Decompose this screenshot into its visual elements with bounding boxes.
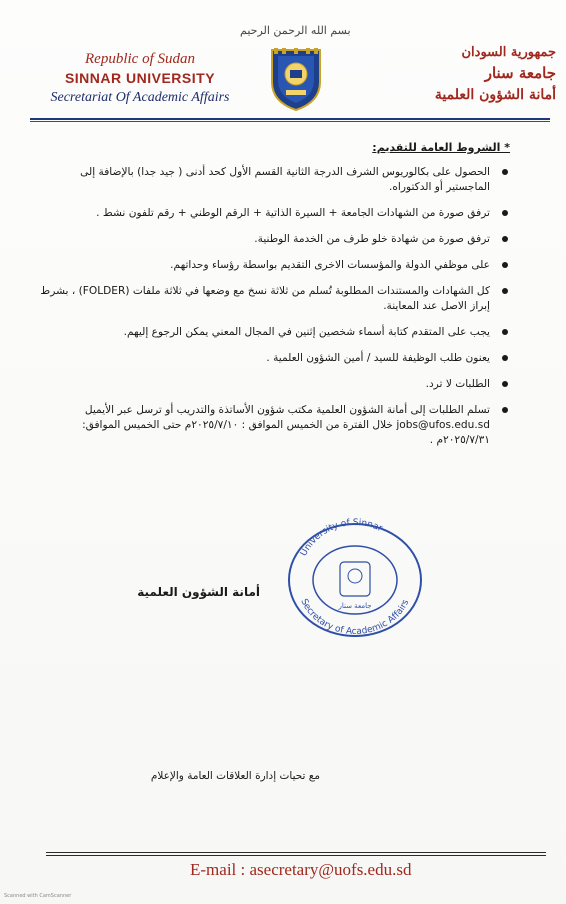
header-ar-university: جامعة سنار [484, 64, 556, 82]
section-title: * الشروط العامة للتقديم: [372, 141, 510, 154]
footer-divider-secondary [46, 855, 546, 856]
official-stamp-icon [286, 518, 424, 638]
list-item: كل الشهادات والمستندات المطلوبة تُسلم من ثلاثة نسخ مع وضعها في ثلاثة ملفات (FOLDER) ، بشرط إبراز الاصل عند المعاينة. [40, 284, 510, 314]
header-en-country: Republic of Sudan [85, 51, 195, 67]
email-contact: E-mail : asecretary@uofs.edu.sd [190, 860, 412, 879]
stamp-text-ar: جامعة سنار [338, 602, 372, 610]
header-ar-department: أمانة الشؤون العلمية [434, 87, 556, 103]
bullet-icon [502, 210, 508, 216]
scanner-watermark: Scanned with CamScanner [4, 893, 72, 899]
list-item: الطلبات لا ترد. [40, 377, 510, 392]
header-arabic [386, 44, 556, 106]
basmala: بسم الله الرحمن الرحيم [240, 24, 351, 37]
header-divider-secondary [30, 121, 550, 122]
bullet-icon [502, 262, 508, 268]
footer-note: مع تحيات إدارة العلاقات العامة والإعلام [150, 770, 320, 782]
header-divider [30, 118, 550, 120]
conditions-list [40, 165, 510, 448]
header-english [30, 50, 250, 108]
bullet-icon [502, 381, 508, 387]
svg-text:University of Sinnar [299, 518, 384, 558]
list-item: يعنون طلب الوظيفة للسيد / أمين الشؤون العلمية . [40, 351, 510, 366]
header-en-university: SINNAR UNIVERSITY [64, 70, 216, 86]
bullet-icon [502, 329, 508, 335]
bullet-icon [502, 288, 508, 294]
bullet-icon [502, 169, 508, 175]
list-item: ترفق صورة من الشهادات الجامعة + السيرة الذاتية + الرقم الوطني + رقم تلفون نشط . [40, 206, 510, 221]
list-item: تسلم الطلبات إلى أمانة الشؤون العلمية مكتب شؤون الأساتذة والتدريب أو ترسل عبر الأيميل jobs@ufos.edu.sd خلال الفترة من الخميس الموافق : ٢٠٢٥/٧/١٠م حتى الخميس الموافق: ٢٠٢٥/٧/٣١م . [40, 403, 510, 448]
list-item: ترفق صورة من شهادة خلو طرف من الخدمة الوطنية. [40, 232, 510, 247]
stamp-text-top: University of Sinnar [298, 518, 384, 559]
bullet-icon [502, 407, 508, 413]
header-en-department: Secretariat Of Academic Affairs [50, 90, 230, 105]
stamp-text-bottom: Secretary of Academic Affairs [298, 597, 412, 638]
header-ar-country: جمهورية السودان [461, 45, 556, 60]
footer-divider [46, 852, 546, 853]
conditions-section [40, 140, 510, 459]
university-crest-icon [268, 46, 324, 112]
list-item: يجب على المتقدم كتابة أسماء شخصين إثنين في المجال المعني يمكن الرجوع إليهم. [40, 325, 510, 340]
signature-label: أمانة الشؤون العلمية [137, 585, 260, 599]
bullet-icon [502, 236, 508, 242]
bullet-icon [502, 355, 508, 361]
list-item: على موظفي الدولة والمؤسسات الاخرى التقديم بواسطة رؤساء وحداتهم. [40, 258, 510, 273]
list-item: الحصول على بكالوريوس الشرف الدرجة الثانية القسم الأول كحد أدنى ( جيد جدا) بالإضافة إلى الماجستير أو الدكتوراه. [40, 165, 510, 195]
